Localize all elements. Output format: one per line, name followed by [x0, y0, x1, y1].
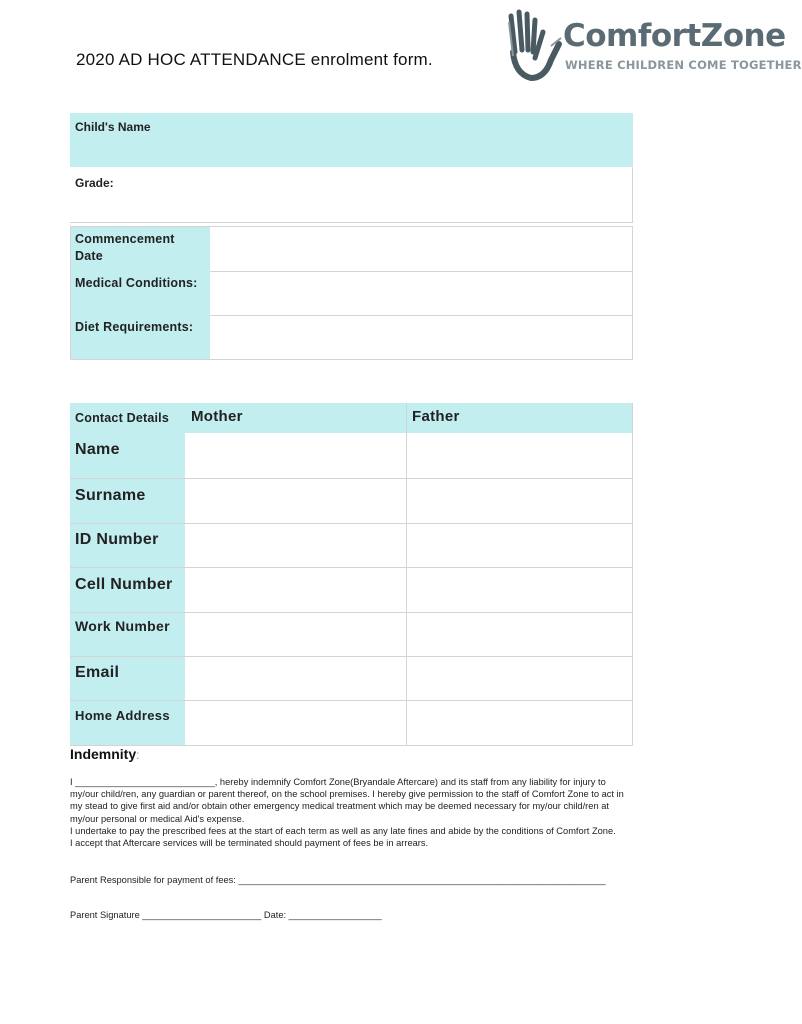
logo-tagline: WHERE CHILDREN COME TOGETHER [565, 58, 802, 72]
contact-row-label: Work Number [75, 618, 170, 634]
medical-conditions-label: Medical Conditions: [75, 276, 198, 290]
diet-requirements-label: Diet Requirements: [75, 320, 194, 334]
indemnity-paragraph: I undertake to pay the prescribed fees at the start of each term as well as any late fines and abide by the conditions of Comfort Zone. [70, 825, 616, 836]
grade-row[interactable] [70, 167, 633, 223]
contact-details-label: Contact Details [75, 411, 169, 425]
grade-label: Grade: [75, 176, 114, 190]
indemnity-text [70, 776, 635, 849]
indemnity-title: Indemnity: [70, 746, 140, 762]
form-title: 2020 AD HOC ATTENDANCE enrolment form. [76, 50, 433, 69]
medical-conditions-field[interactable] [210, 271, 633, 315]
mother-column-fields[interactable] [185, 433, 407, 745]
commencement-date-field[interactable] [210, 227, 633, 271]
child-name-row[interactable] [70, 113, 633, 167]
indemnity-paragraph: I ___________________________, hereby indemnify Comfort Zone(Bryandale Aftercare) and its staff from any liability for injury to my/our child/ren, any guardian or parent thereof, on the school premises. I hereby give permission to the staff of Comfort Zone to act in my stead to give first aid and/or obtain other emergency medical treatment which may be deemed necessary for my/our child/ren at my/our personal or medical Aid's expense. [70, 777, 624, 824]
contact-row-label: ID Number [75, 531, 159, 548]
parent-responsible-line[interactable]: Parent Responsible for payment of fees: _______________________________________________________________________ [70, 875, 606, 885]
diet-requirements-field[interactable] [210, 315, 633, 359]
father-column-fields[interactable] [407, 433, 633, 745]
father-column-header: Father [412, 408, 460, 425]
contact-row-label: Surname [75, 487, 146, 504]
contact-row-label: Email [75, 664, 120, 681]
mother-column-header: Mother [191, 408, 243, 425]
contact-row-label: Name [75, 441, 120, 458]
parent-signature-line[interactable]: Parent Signature _______________________ Date: __________________ [70, 910, 382, 920]
commencement-date-label: Commencement Date [75, 232, 175, 263]
comfort-zone-logo [505, 8, 802, 88]
contact-row-label: Cell Number [75, 576, 173, 593]
indemnity-paragraph: I accept that Aftercare services will be terminated should payment of fees be in arrears. [70, 838, 429, 849]
contact-row-label: Home Address [75, 708, 170, 723]
hand-icon [505, 8, 567, 86]
child-name-label: Child's Name [75, 120, 151, 134]
logo-wordmark: ComfortZone [563, 18, 786, 54]
